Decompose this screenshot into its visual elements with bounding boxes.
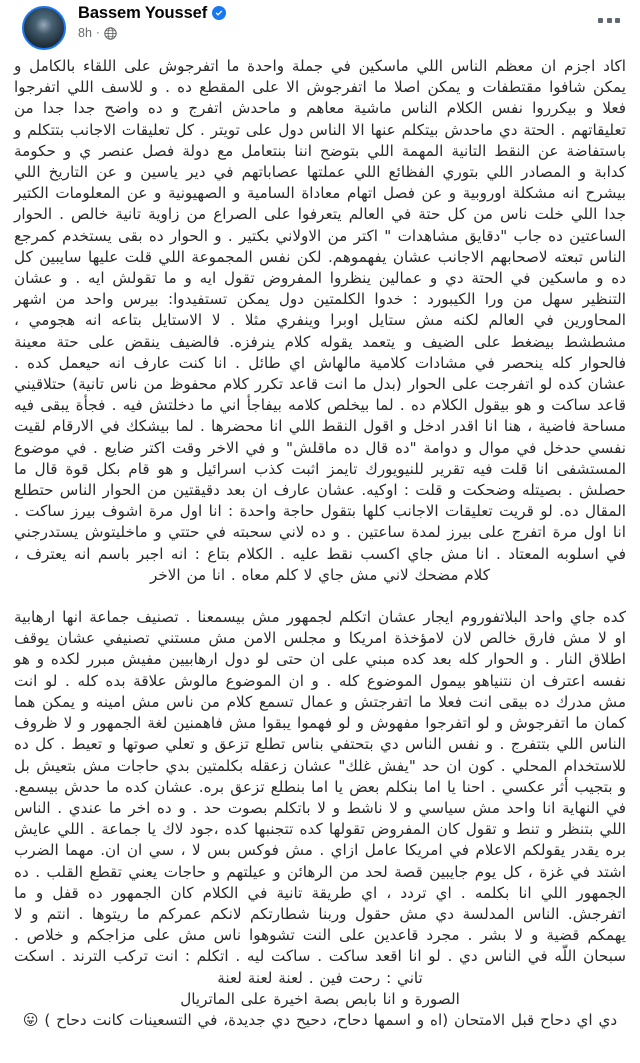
globe-icon[interactable] [104,27,117,40]
post-tail-line-2 [14,1010,626,1031]
post-paragraph-2: كده جاي واحد البلاتفوروم ايجار عشان اتكلم لجمهور مش بيسمعنا . تصنيف جماعة انها ارهابية او لا مش فارق خالص لان لامؤخذة امريكا و مجلس الامن مش مستني تصنيفي عشان يوقف اطلاق النار . و الحوار كله بعد كده مبني على ان حتى لو دول ارهابيين مفيش مبرر لكده و هو نفسه اعترف ان نتنياهو بيمول الموضوع كله . و ان الموضوع مالوش علاقة بده كله . لو انت مش مدرك ده بيقى انت فعلا ما اتفرجتش و عمال تسمع كلام من ناس مش امينه و يمكن هما كمان ما اتفرجوش و لو اتفرجوا مفهوش و لو فهموا يبقوا مش فاهمنين لغة الجمهور و لا ظروف الناس اللي بتتفرج . و نفس الناس دي بتحتفي بناس تطلع تزعق و تعلي صوتها و تعيط . كل ده للاستخدام المحلي . كون ان حد "يفش غلك" عشان زعقله بكلمتين بدي حاجات مش بتعيش بل و بتجيب أثر عكسي . احنا يا اما بنكلم بعض يا اما بنطلع تزعق بره. عشان كده ما حدش بيسمع. في النهاية انا واحد مش سياسي و لا ناشط و لا باتكلم بصوت حد . و ده اخر ما عندي . الناس اللي بتنظر و تنط و تقول كان المفروض تقولها كده تتجنبها كده ،جود لاك يا جماعة . اللي عايش بره يقدر يقولكم الاعلام في امريكا عامل ازاي . مش فوكس بس لا ، سي ان ان. مهما الضرب اشتد في غزة ، كل يوم جايبين قصة لحد من الرهائن و عيلتهم و حاجات يعني تقطع القلب . ده الجمهور اللي انا بكلمه . اي تردد ، اي طريقة تانية في الكلام كان الجمهور ده قفل و ما اتفرجش. الناس المدلسة دي مش حقول وربنا شطارتكم لانكم عمركم ما ريتوها . انتم و لا يهمكم قضية و لا بشر . مجرد قاعدين على النت تشوهوا ناس مش على مزاجكم و خلاص . سبحان اللّه في الناس دي . لو انا اقعد ساكت . ساكت ليه . اتكلم : انت تركب الترند . اسكت تاني : رحت فين . لعنة لعنة لعنة [14,608,626,987]
dot [607,18,612,23]
post-text-body [0,52,640,1037]
more-options-icon[interactable] [594,14,624,27]
avatar[interactable] [22,6,66,50]
post-header [0,0,640,52]
dot [615,18,620,23]
tongue-face-emoji: 😛 [22,1010,39,1029]
author-name-row [78,4,226,23]
dot [598,18,603,23]
meta-separator: · [95,25,100,40]
post-author-block [66,4,226,40]
post-tail-line-1: الصورة و انا بابص بصة اخيرة على الماتريال [180,989,460,1008]
post-meta-row [78,26,226,40]
post-paragraph-1: اكاد اجزم ان معظم الناس اللي ماسكين في جملة واحدة ما اتفرجوش على اللقاء بالكامل و يمكن شافوا مقتطفات و يمكن اصلا ما اتفرجوش الا على المقطع ده . و للاسف اللي اتفرجوا فعلا و بيكرروا نفس الكلام الناس ماشية معاهم و ماحدش اتفرج و ده واضح جدا جدا من تعليقاتهم . الحتة دي ماحدش بيتكلم عنها الا الناس دول على تويتر . كل تعليقات الاجانب بتتكلم و باستفاضة عن النقط التانية المهمة اللي بتوضح اننا بنتعامل مع دولة فصل عنصر ي و حكومة كدابة و المصادر اللي بتوري الفظائع اللي عملتها عصاباتهم في دير ياسين و عن التاريخ اللي بيشرح انه مشكلة اوروبية و عن فصل اتهام معاداة السامية و الصهيونية و عن المعلومات الكتير جدا اللي خلت ناس من كل حتة في العالم يتعرفوا على الصراع من زاوية تانية خالص . الحوار الساعتين ده جاب "دقايق مشاهدات " اكتر من الاولاني بكتير . و الحوار ده بقى يستخدم كمرجع الناس تبعته لاصحابهم الاجانب عشان يفهموهم. لكن نفس المجموعة اللي قلت عليها سايبين كل ده و ماسكين في الحتة دي و عمالين ينظروا المفروض تقول ايه و ما تقولش ايه . و عشان التنظير سهل من ورا الكيبورد : خدوا الكلمتين دول يمكن تستفيدوا: بيرس واحد من اشهر المحاورين في العالم لكنه مش ستايل اوبرا وينفري مثلا . لا الاستايل بتاعه انه هجومي ، مشطشط بيضغط على الضيف و يتعمد يقوله كلام ينرفزه. فالضيف ينقض على حتة معينة فالحوار كله ينحصر في مشادات كلامية مالهاش اي طائل . انا كنت عارف انه حيعمل كده . عشان كده لو اتفرجت على الحوار (بدل ما انت قاعد تكرر كلام محفوظ من ناس تانية) حتلاقيني قاعد ساكت و هو بيقول الكلام ده . لما بيخلص كلامه بيفاجأ اني ما دخلتش فيه . فجأة يبقى فيه مساحة فاضية ، هنا انا اقدر ادخل و اقول النقط اللي انا محضرها . لما بيشكك في الارقام لقيت نفسي حدخل في موال و دوامة "ده قال ده ماقلش" و في الاخر وقت اكتر ضايع . في موضوع المستشفى انا قلت فيه تقرير للنيويورك تايمز اثبت كذب اسرائيل و هو قام بكل قوة قال ما حصلش . بصيتله وضحكت و قلت : اوكيه. عشان عارف ان بعد دقيقتين من الحوار الناس حتطلع المقال ده. لو قريت تعليقات الاجانب كلها بتقول حاجة واحدة : انا اول مرة اشوف بيرز ساكت . انا اول مرة اتفرج على بيرز لمدة ساعتين . و ده لاني سحبته في حتتي و ماخليتوش يستدرجني في اسلوبه المعتاد . انا مش جاي اكسب نقط عليه . الكلام بتاع : انه اجبر باسم انه يعترف ، كلام مضحك لاني مش جاي لا كلم معاه . انا من الاخر [14,57,626,584]
post-tail-line-2-text: دي اي دحاح قبل الامتحان (اه و اسمها دحاح، دحيح دي جديدة، في التسعينات كانت دحاح ) [44,1010,618,1029]
verified-badge-icon [212,6,226,20]
post-timestamp[interactable]: 8h [78,25,92,40]
author-name[interactable]: Bassem Youssef [78,4,208,22]
